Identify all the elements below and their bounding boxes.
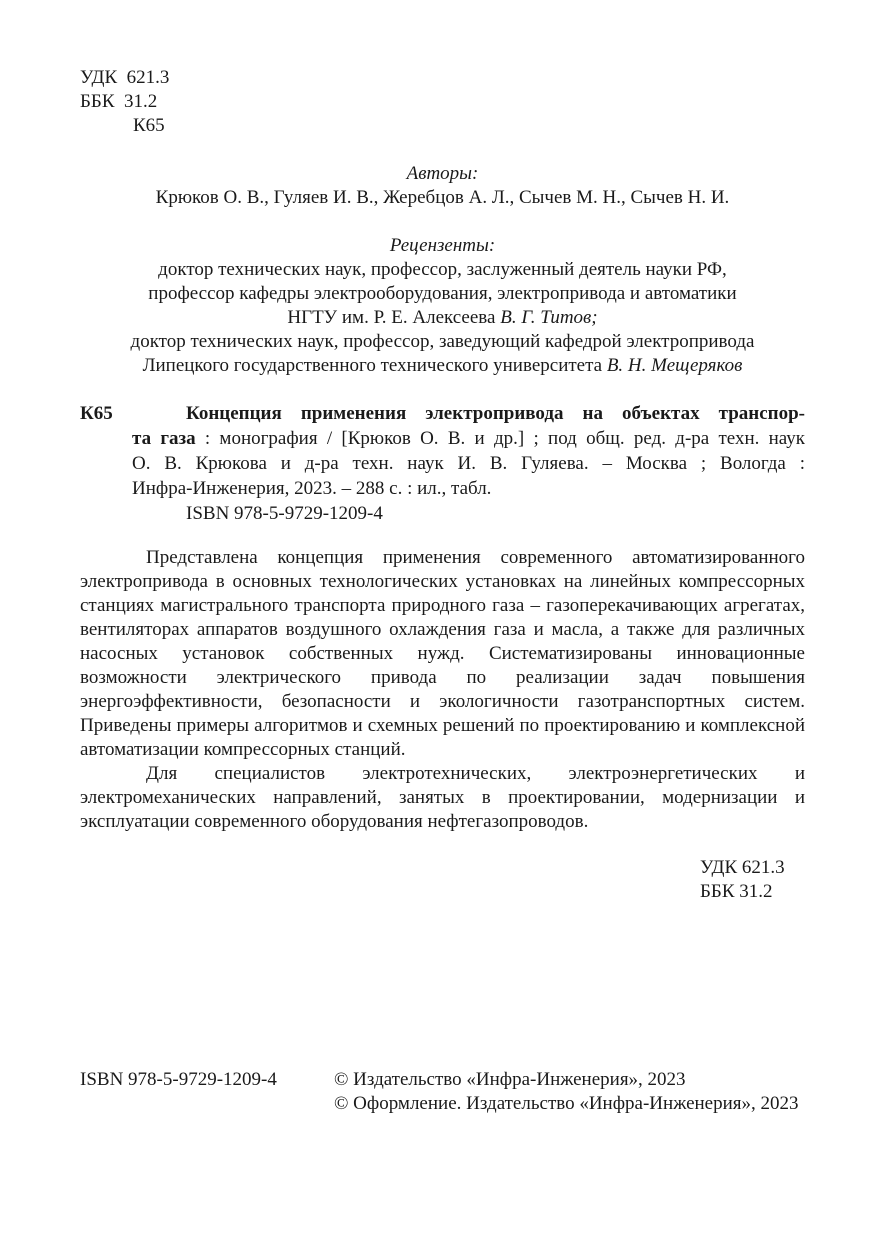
biblio-isbn: ISBN 978-5-9729-1209-4 [186, 503, 383, 524]
biblio-line-4: Инфра-Инженерия, 2023. – 288 с. : ил., табл. [132, 478, 492, 499]
biblio-title-line-1: Концепция применения электропривода на объектах транспор- [186, 403, 805, 424]
reviewer-affiliation-1: НГТУ им. Р. Е. Алексеева [287, 307, 501, 328]
udk-top-block [80, 66, 169, 138]
reviewer-line-2: профессор кафедры электрооборудования, электропривода и автоматики [148, 283, 737, 304]
annotation [80, 546, 805, 834]
biblio-line-2 [132, 427, 805, 451]
biblio-code: К65 [80, 403, 113, 424]
reviewer-name-2: В. Н. Мещеряков [606, 355, 743, 376]
footer-copyright [334, 1068, 799, 1116]
reviewers-block [80, 234, 805, 378]
udk-code-bottom: УДК 621.3 [700, 857, 785, 878]
reviewer-name-1: В. Г. Титов; [500, 307, 598, 328]
authors-block [80, 162, 805, 210]
biblio-line-3: О. В. Крюкова и д-ра техн. наук И. В. Гуляева. – Москва ; Вологда : [132, 453, 805, 474]
reviewer-line-5 [80, 354, 805, 378]
annotation-paragraph-2: Для специалистов электротехнических, электроэнергетических и электромеханических направлений, занятых в проектировании, модернизации и эксплуатации современного оборудования нефтегазопроводов. [80, 763, 805, 832]
author-mark: К65 [133, 115, 165, 136]
copyright-design: © Оформление. Издательство «Инфра-Инженерия», 2023 [334, 1093, 799, 1114]
bbk-code: ББК 31.2 [80, 91, 158, 112]
footer-isbn: ISBN 978-5-9729-1209-4 [80, 1069, 277, 1090]
biblio-title-end: та газа [132, 428, 196, 449]
bbk-code-bottom: ББК 31.2 [700, 881, 773, 902]
reviewer-line-4: доктор технических наук, профессор, заведующий кафедрой электропривода [130, 331, 755, 352]
reviewer-affiliation-2: Липецкого государственного технического университета [142, 355, 607, 376]
reviewers-label: Рецензенты: [389, 235, 496, 256]
udk-bottom-block [700, 856, 785, 904]
udk-code: УДК 621.3 [80, 67, 170, 88]
reviewer-line-1: доктор технических наук, профессор, заслуженный деятель науки РФ, [158, 259, 727, 280]
authors-names: Крюков О. В., Гуляев И. В., Жеребцов А. Л., Сычев М. Н., Сычев Н. И. [155, 187, 730, 208]
annotation-paragraph-1: Представлена концепция применения современного автоматизированного электропривода в основных технологических установках на линейных компрессорных станциях магистрального транспорта природного газа – газоперекачивающих агрегатах, вентиляторах аппаратов воздушного охлаждения газа и масла, а также для различных насосных установок собственных нужд. Систематизированы инновационные возможности электрического привода по реализации задач повышения энергоэффективности, безопасности и экологичности газотранспортных систем. Приведены примеры алгоритмов и схемных решений по проектированию и комплексной автоматизации компрессорных станций. [80, 547, 805, 760]
reviewer-line-3 [80, 306, 805, 330]
authors-label: Авторы: [406, 163, 479, 184]
biblio-description: : монография / [Крюков О. В. и др.] ; под общ. ред. д-ра техн. наук [195, 428, 806, 449]
copyright-publisher: © Издательство «Инфра-Инженерия», 2023 [334, 1069, 686, 1090]
